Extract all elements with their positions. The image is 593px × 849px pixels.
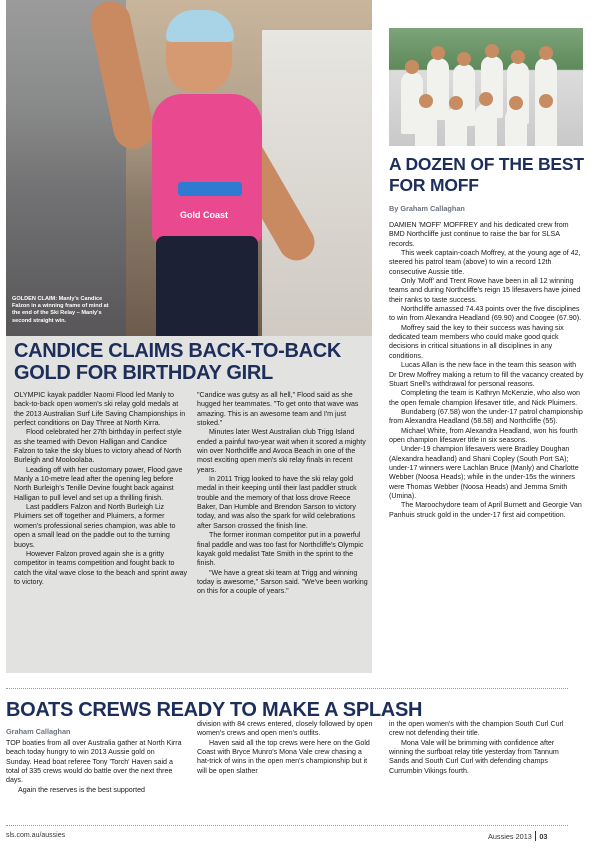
footer-rule (6, 825, 568, 826)
article-title-candice: CANDICE CLAIMS BACK-TO-BACK GOLD FOR BIRTHDAY GIRL (14, 340, 342, 384)
footer-url: sls.com.au/aussies (6, 832, 66, 839)
paragraph: OLYMPIC kayak paddler Naomi Flood led Manly to back-to-back open women's ski relay gold medals at the 2013 Australian Surf Life Saving Championships in perfect conditions on Day Three at North Kirra. (14, 391, 186, 428)
shirt-text: Gold Coast (180, 210, 229, 220)
paragraph: Flood celebrated her 27th birthday in perfect style as she teamed with Devon Halligan and Candice Falzon to take the sky blues to victory ahead of North Burleigh and Mooloolaba. (14, 428, 182, 465)
paragraph: "We have a great ski team at Trigg and winning today is awesome," Sarson said. "We've been working on this for a couple of years." (197, 568, 368, 596)
article-column-2 (197, 391, 369, 597)
paragraph: Again the reserves is the best supported (18, 785, 145, 794)
article-column-1 (14, 391, 188, 587)
paragraph: Minutes later West Australian club Trigg Island ended a painful two-year wait when it scored a mighty win over Northcliffe and Avoca Beach in one of the most exciting open men's ski relay finals in recent years. (197, 428, 366, 474)
paragraph: division with 84 crews entered, closely followed by open women's crews and open men's outfits. (197, 720, 373, 738)
publication-name: Aussies 2013 (488, 832, 532, 841)
paragraph: Completing the team is Kathryn McKenzie, who also won the open female champion lifesaver title, and Nick Pluimers. (389, 389, 581, 407)
paragraph: The Maroochydore team of April Burnett and Georgie Van Panhuis struck gold in the under-17 first aid competition. (389, 501, 582, 519)
article-column-3 (389, 720, 567, 776)
article-title-moff: A DOZEN OF THE BEST FOR MOFF (389, 154, 584, 195)
paragraph: Under-19 champion lifesavers were Bradley Doughan (Alexandra headland) and Shani Copley (South Port SA); under-17 winners were Lachlan Bruce (Manly) and Charlotte Webber (Noosa Heads); while in the under-15s the winners were Thomas Webber (Noosa Heads) and Jemma Smith (Umina). (389, 445, 579, 500)
paragraph: Moffrey said the key to their success was having six dedicated team members who could make good quick decisions in critical situations in all disciplines in any conditions. (389, 323, 564, 360)
article-body-moff (389, 221, 585, 520)
footer-page-info (488, 831, 547, 841)
photo-caption: GOLDEN CLAIM: Manly's Candice Falzon in a winning frame of mind at the end of the Ski Relay – Manly's second straight win. (12, 296, 109, 324)
paragraph: Haven said all the top crews were here on the Gold Coast with Bryce Munro's Mona Vale crew chasing a hat-trick of wins in the open men's championship but it will be open slather (197, 738, 370, 775)
paragraph: Mona Vale will be brimming with confidence after winning the surfboat relay title yesterday from Tannum Sands and South Curl Curl with defending champs Currumbin Vikings fourth. (389, 738, 559, 775)
paragraph: Only 'Moff' and Trent Rowe have been in all 12 winning teams and during Northcliffe's reign 15 lifesavers have joined their ranks to taste success. (389, 277, 581, 304)
paragraph: The former ironman competitor put in a powerful final paddle and was too fast for Northcliffe's Olympic kayak gold medalist Tate Smith in the sprint to the finish. (197, 531, 364, 568)
team-photo (389, 28, 583, 146)
article-column-2 (197, 720, 373, 776)
article-title-boats: BOATS CREWS READY TO MAKE A SPLASH (6, 699, 423, 721)
paragraph: Lucas Allan is the new face in the team this season with Dr Drew Moffrey making a return to fill the vacancy created by Stuart Snell's withdrawal for personal reasons. (389, 361, 584, 388)
paragraph: Last paddlers Falzon and North Burleigh Liz Pluimers set off together and Pluimers, a former women's professional series champion, was able to open a small lead on the paddle out to the turning buoys. (14, 503, 176, 549)
paragraph: This week captain-coach Moffrey, at the young age of 42, steered his patrol team (above) to win a record 12th consecutive Aussie title. (389, 249, 581, 276)
paragraph: Michael White, from Alexandra Headland, won his fourth open champion lifesaver title in six seasons. (389, 426, 578, 444)
main-photo (6, 0, 372, 336)
paragraph: DAMIEN 'MOFF' MOFFREY and his dedicated crew from BMD Northcliffe just continue to raise the bar for SLSA records. (389, 221, 569, 248)
paragraph: Bundaberg (67.58) won the under-17 patrol championship from Alexandra Headland (58.58) and Northcliffe (55). (389, 407, 583, 426)
paragraph: Northcliffe amassed 74.43 points over the five disciplines to win from Alexandra Headland (69.90) and Coogee (67.90). (389, 305, 582, 323)
byline-boats: Graham Callaghan (6, 727, 71, 736)
paragraph: "Candice was gutsy as all hell," Flood said as she hugged her teammates. "To get onto that wave was amazing. This is an awesome team and I'm just stoked." (197, 391, 359, 428)
separator (535, 831, 537, 841)
paragraph: TOP boaties from all over Australia gather at North Kirra beach today hungry to win 2013 Aussie gold on Sunday. Head boat referee Tony 'Torch' Haven said a total of 335 crews would do battle over the next three days. (6, 739, 182, 785)
section-divider (6, 688, 568, 689)
page-number: 03 (539, 832, 548, 841)
paragraph: In 2011 Trigg looked to have the ski relay gold medal in their keeping until their last paddler struck trouble and the memory of that loss drove Reece Baker, Dan Humble and Brendon Sarson to victory today, and was also the spark for wild celebrations after Sarson crossed the finish line. (197, 475, 357, 530)
byline-moff: By Graham Callaghan (389, 204, 465, 213)
paragraph: in the open women's with the champion South Curl Curl crew not defending their title. (389, 720, 564, 738)
article-column-1 (6, 739, 182, 795)
paragraph: However Falzon proved again she is a gritty competitor in teams competition and fought back to catch the vital wave close to the beach and sprint away to victory. (14, 549, 188, 586)
paragraph: Leading off with her customary power, Flood gave Manly a 10-metre lead after the opening leg before North Burleigh's Tenille Devine fought back against Halligan to pull level and set up a thrilling finish. (14, 465, 183, 502)
